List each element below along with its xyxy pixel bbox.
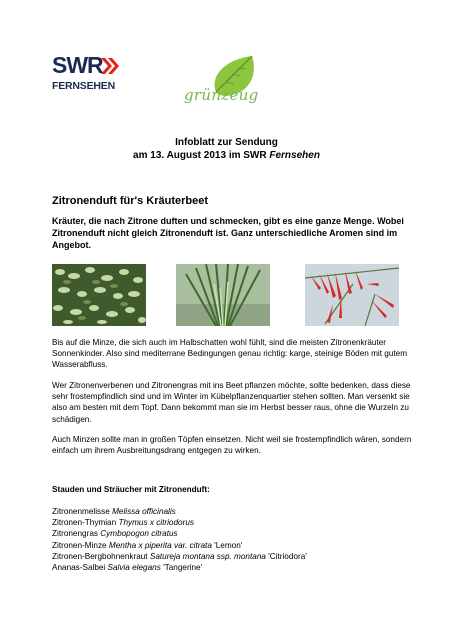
- plant-cultivar: 'Lemon': [211, 540, 243, 550]
- plant-cultivar: 'Tangerine': [160, 563, 203, 573]
- plant-common-name: Zitronengras: [52, 529, 101, 539]
- list-item: [52, 528, 412, 539]
- body-paragraph: Wer Zitronenverbenen und Zitronengras mit ins Beet pflanzen möchte, sollte bedenken, dass diese sehr frostempfindlich sind und im Winter im Kübelpflanzenquartier stehen sollten. Man versenkt sie also am besten mit dem Topf. Dann bekommt man sie im Herbst besser raus, ohne die Wurzeln zu schädigen.: [52, 381, 411, 424]
- swr-logo-word: SWR: [52, 52, 103, 78]
- plant-latin-name: Salvia elegans: [107, 563, 161, 573]
- plant-cultivar: 'Citriodora': [265, 551, 307, 561]
- plant-common-name: Zitronen-Thymian: [52, 518, 119, 528]
- plant-latin-name: Melissa officinalis: [112, 507, 176, 516]
- lemongrass-photo: [176, 264, 270, 326]
- plant-common-name: Zitronen-Minze: [52, 540, 109, 550]
- article-title: Zitronenduft für's Kräuterbeet: [52, 195, 209, 207]
- info-line2-text: am 13. August 2013 im SWR: [133, 150, 270, 161]
- info-heading-line1: [0, 136, 453, 149]
- pineapple-sage-photo: [305, 264, 399, 326]
- body-paragraph: Bis auf die Minze, die sich auch im Halbschatten wohl fühlt, sind die meisten Zitronenkräuter Sonnenkinder. Also sind mediterrane Bedingungen genau richtig: karge, steinige Böden mit gutem Wasserabfluss.: [52, 338, 408, 370]
- swr-logo-subtitle: FERNSEHEN: [52, 80, 115, 92]
- info-line1-text: Infoblatt zur Sendung: [175, 137, 278, 148]
- plant-latin-name: Cymbopogon citratus: [100, 529, 178, 539]
- chevron-right-icon: [99, 56, 119, 76]
- gruenzeug-logo: [172, 50, 282, 110]
- swr-fernsehen-logo: [52, 54, 116, 100]
- plant-list: [52, 506, 412, 573]
- plant-list-heading: Stauden und Sträucher mit Zitronenduft:: [52, 485, 210, 494]
- plant-common-name: Zitronen-Bergbohnenkraut: [52, 551, 150, 561]
- body-paragraph: Auch Minzen sollte man in großen Töpfen einsetzen. Nicht weil sie frostempfindlich wären, sondern einfach um ihrem Ausbreitungsdrang entgegen zu wirken.: [52, 435, 412, 456]
- plant-common-name: Ananas-Salbei: [52, 563, 108, 573]
- list-item: [52, 506, 412, 517]
- plant-latin-name: Satureja montana ssp. montana: [149, 551, 266, 561]
- list-item: [52, 540, 412, 551]
- info-heading-line2: [0, 149, 453, 162]
- list-item: [52, 517, 412, 528]
- variegated-thyme-photo: [52, 264, 146, 326]
- list-item: [52, 562, 412, 573]
- info-line2-italic: Fernsehen: [269, 150, 320, 161]
- plant-common-name: Zitronenmelisse: [52, 507, 113, 516]
- lead-paragraph: Kräuter, die nach Zitrone duften und schmecken, gibt es eine ganze Menge. Wobei Zitronenduft nicht gleich Zitronenduft ist. Ganz unterschiedliche Aromen sind im Angebot.: [52, 216, 404, 250]
- plant-latin-name: Thymus x citriodorus: [118, 518, 194, 528]
- list-item: [52, 551, 412, 562]
- gruenzeug-wordmark: grünzeug: [184, 86, 259, 104]
- plant-latin-name: Mentha x piperita var. citrata: [108, 540, 212, 550]
